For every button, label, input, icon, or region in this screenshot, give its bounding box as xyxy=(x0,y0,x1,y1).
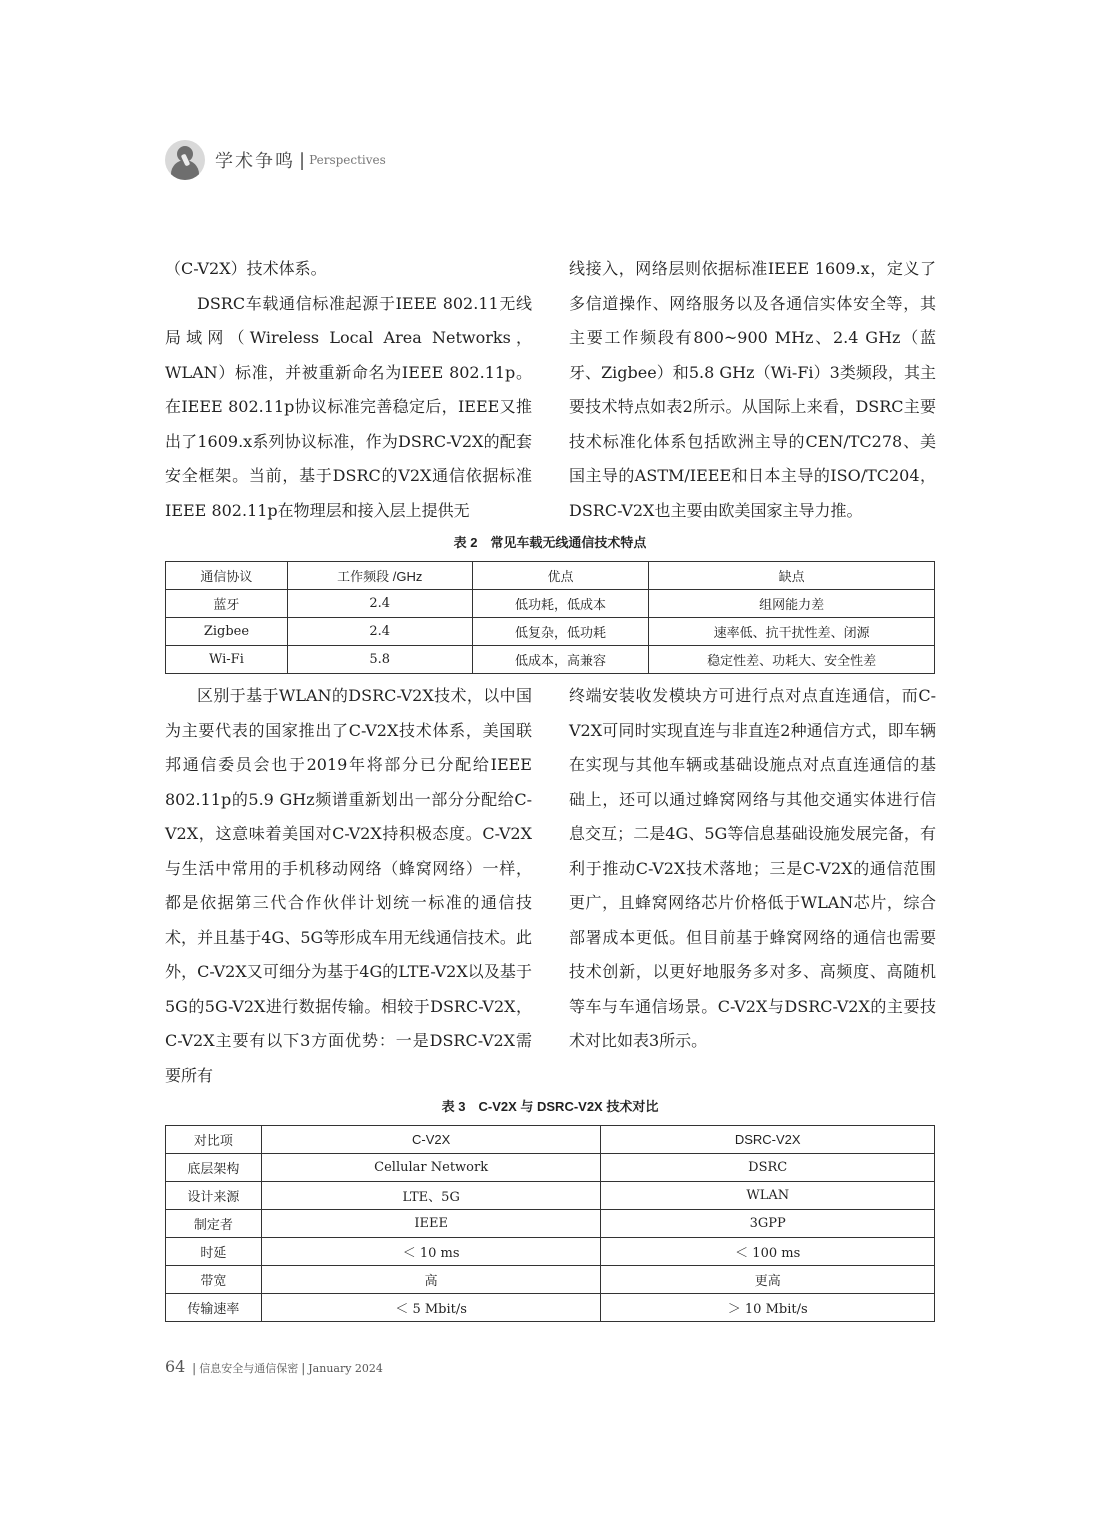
table-header-cell: 通信协议 xyxy=(166,562,288,590)
table-cell: WLAN xyxy=(601,1182,935,1210)
table3-caption: 表 3 C-V2X 与 DSRC-V2X 技术对比 xyxy=(441,1099,659,1114)
table-row xyxy=(166,1294,935,1322)
paragraph: DSRC车载通信标准起源于IEEE 802.11无线局域网（Wireless Local Area Networks，WLAN）标准，并被重新命名为IEEE 802.11p。在IEEE 802.11p协议标准完善稳定后，IEEE又推出了1609.x系列协议标准，作为DSRC-V2X的配套安全框架。当前，基于DSRC的V2X通信依据标准IEEE 802.11p在物理层和接入层上提供无 xyxy=(165,293,532,520)
table-cell: Zigbee xyxy=(166,618,288,646)
table-row xyxy=(166,1182,935,1210)
journal-name: 信息安全与通信保密 xyxy=(199,1362,299,1375)
table-cell: 稳定性差、功耗大、安全性差 xyxy=(649,646,935,674)
left-column-upper xyxy=(165,252,532,528)
footer-divider: | xyxy=(188,1361,197,1375)
section-title-zh: 学术争鸣 xyxy=(215,151,295,172)
table-cell: 2.4 xyxy=(287,618,472,646)
table-header-cell: DSRC-V2X xyxy=(601,1126,935,1154)
table-cell: Wi-Fi xyxy=(166,646,288,674)
table-cell: 低功耗，低成本 xyxy=(472,590,649,618)
table-cell: 蓝牙 xyxy=(166,590,288,618)
table-cell: ＜ 5 Mbit/s xyxy=(261,1294,601,1322)
table-row xyxy=(166,1154,935,1182)
table-header-cell: 工作频段 /GHz xyxy=(287,562,472,590)
table-cell: 3GPP xyxy=(601,1210,935,1238)
table-cell: ＜ 100 ms xyxy=(601,1238,935,1266)
table-row xyxy=(166,1266,935,1294)
table-cell: 组网能力差 xyxy=(649,590,935,618)
section-title-en: Perspectives xyxy=(309,153,386,167)
table-row xyxy=(166,618,935,646)
table-row xyxy=(166,590,935,618)
table-cell: 设计来源 xyxy=(166,1182,262,1210)
table-cell: 时延 xyxy=(166,1238,262,1266)
table-cell: DSRC xyxy=(601,1154,935,1182)
table-cell: 2.4 xyxy=(287,590,472,618)
table-header-cell: C-V2X xyxy=(261,1126,601,1154)
paragraph: 终端安装收发模块方可进行点对点直连通信，而C-V2X可同时实现直连与非直连2种通信方式，即车辆在实现与其他车辆或基础设施点对点直连通信的基础上，还可以通过蜂窝网络与其他交通实体进行信息交互；二是4G、5G等信息基础设施发展完备，有利于推动C-V2X技术落地；三是C-V2X的通信范围更广，且蜂窝网络芯片价格低于WLAN芯片，综合部署成本更低。但目前基于蜂窝网络的通信也需要技术创新，以更好地服务多对多、高频度、高随机等车与车通信场景。C-V2X与DSRC-V2X的主要技术对比如表3所示。 xyxy=(569,686,936,1050)
paragraph: （C-V2X）技术体系。 xyxy=(165,259,327,278)
table-cell: 低成本，高兼容 xyxy=(472,646,649,674)
right-column-upper xyxy=(569,252,936,528)
table-cell: IEEE xyxy=(261,1210,601,1238)
page-footer xyxy=(165,1357,383,1376)
table-cell: 高 xyxy=(261,1266,601,1294)
table2-caption: 表 2 常见车载无线通信技术特点 xyxy=(453,535,647,550)
left-column-lower xyxy=(165,679,532,1093)
table-cell: 制定者 xyxy=(166,1210,262,1238)
table-cell: 底层架构 xyxy=(166,1154,262,1182)
section-logo-icon xyxy=(165,140,205,180)
table-cell: LTE、5G xyxy=(261,1182,601,1210)
table-header-cell: 对比项 xyxy=(166,1126,262,1154)
table-header-cell: 优点 xyxy=(472,562,649,590)
table3 xyxy=(165,1125,935,1322)
table-row xyxy=(166,646,935,674)
table-cell: 5.8 xyxy=(287,646,472,674)
table-cell: ＜ 10 ms xyxy=(261,1238,601,1266)
table-row xyxy=(166,1238,935,1266)
table-cell: 更高 xyxy=(601,1266,935,1294)
table-cell: 低复杂，低功耗 xyxy=(472,618,649,646)
table2 xyxy=(165,561,935,674)
paragraph: 线接入，网络层则依据标准IEEE 1609.x，定义了多信道操作、网络服务以及各通信实体安全等，其主要工作频段有800~900 MHz、2.4 GHz（蓝牙、Zigbee）和5.8 GHz（Wi-Fi）3类频段，其主要技术特点如表2所示。从国际上来看，DSRC主要技术标准化体系包括欧洲主导的CEN/TC278、美国主导的ASTM/IEEE和日本主导的ISO/TC204，DSRC-V2X也主要由欧美国家主导力推。 xyxy=(569,259,936,520)
table-header-cell: 缺点 xyxy=(649,562,935,590)
section-header xyxy=(165,139,386,181)
footer-divider: | xyxy=(301,1361,306,1375)
table-header-row xyxy=(166,562,935,590)
table-row xyxy=(166,1210,935,1238)
header-divider: | xyxy=(299,149,306,171)
table-cell: 传输速率 xyxy=(166,1294,262,1322)
table-cell: 带宽 xyxy=(166,1266,262,1294)
table-cell: Cellular Network xyxy=(261,1154,601,1182)
table-header-row xyxy=(166,1126,935,1154)
right-column-lower xyxy=(569,679,936,1059)
issue-date: January 2024 xyxy=(308,1362,383,1375)
table-cell: 速率低、抗干扰性差、闭源 xyxy=(649,618,935,646)
page-number: 64 xyxy=(165,1357,186,1376)
paragraph: 区别于基于WLAN的DSRC-V2X技术，以中国为主要代表的国家推出了C-V2X技术体系，美国联邦通信委员会也于2019年将部分已分配给IEEE 802.11p的5.9 GHz频谱重新划出一部分分配给C-V2X，这意味着美国对C-V2X持积极态度。C-V2X与生活中常用的手机移动网络（蜂窝网络）一样，都是依据第三代合作伙伴计划统一标准的通信技术，并且基于4G、5G等形成车用无线通信技术。此外，C-V2X又可细分为基于4G的LTE-V2X以及基于5G的5G-V2X进行数据传输。相较于DSRC-V2X，C-V2X主要有以下3方面优势：一是DSRC-V2X需要所有 xyxy=(165,686,532,1085)
table-cell: ＞ 10 Mbit/s xyxy=(601,1294,935,1322)
